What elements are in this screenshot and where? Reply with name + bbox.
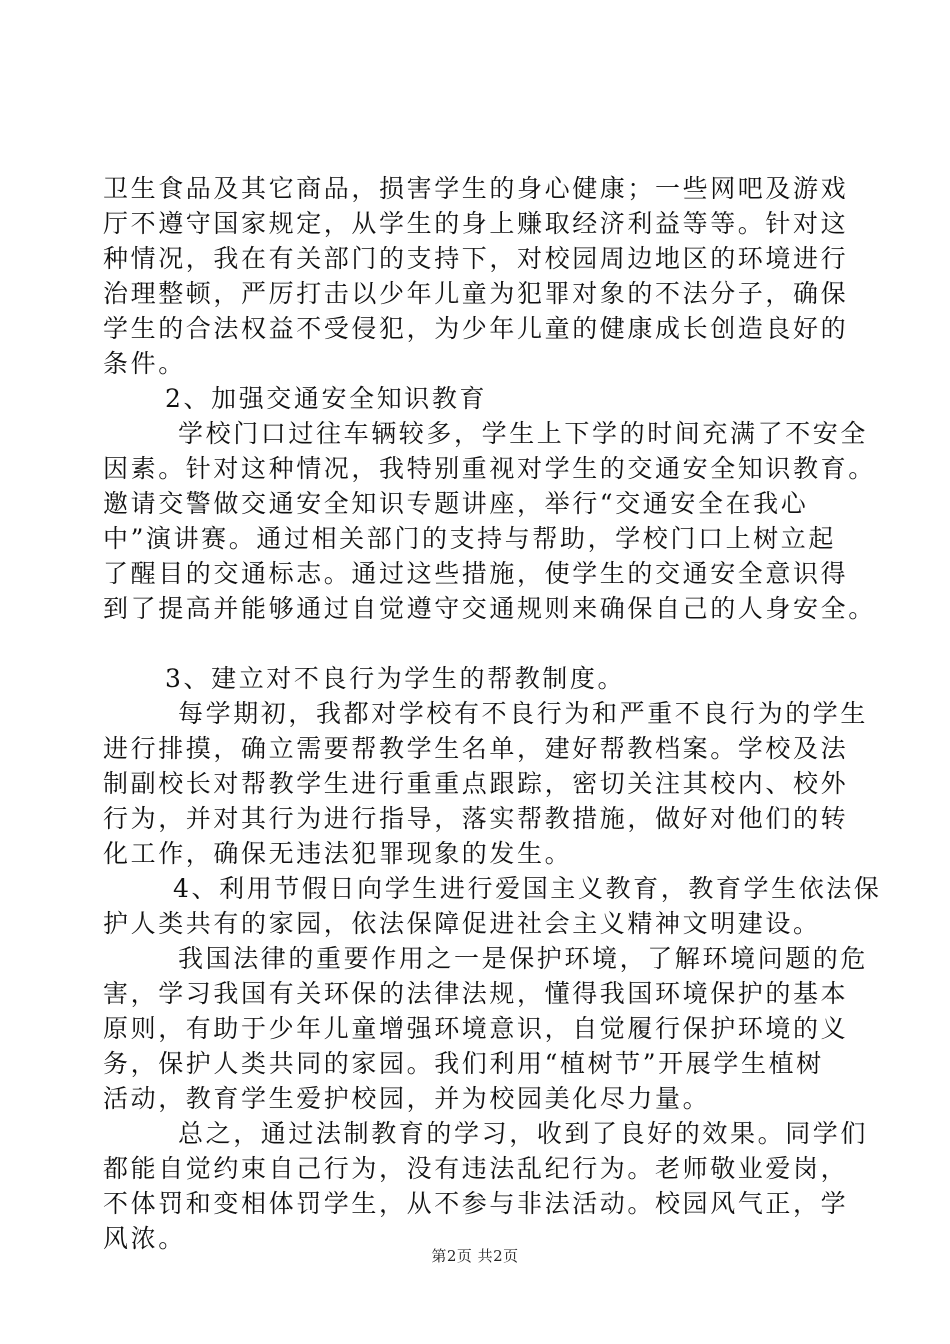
text-line: 厅不遵守国家规定，从学生的身上赚取经济利益等等。针对这 (103, 209, 849, 238)
text-line: 卫生食品及其它商品，损害学生的身心健康；一些网吧及游戏 (103, 174, 849, 203)
text-line: 护人类共有的家园，依法保障促进社会主义精神文明建设。 (103, 909, 821, 938)
text-line: 进行排摸，确立需要帮教学生名单，建好帮教档案。学校及法 (103, 734, 849, 763)
text-line: 治理整顿，严厉打击以少年儿童为犯罪对象的不法分子，确保 (103, 279, 849, 308)
text-line: 化工作，确保无违法犯罪现象的发生。 (103, 839, 573, 868)
text-line: 种情况，我在有关部门的支持下，对校园周边地区的环境进行 (103, 244, 849, 273)
text-line: 学校门口过往车辆较多，学生上下学的时间充满了不安全 (178, 419, 869, 448)
document-body (103, 171, 882, 1256)
text-line: 中”演讲赛。通过相关部门的支持与帮助，学校门口上树立起 (103, 524, 836, 553)
paragraph-gap (103, 626, 863, 661)
text-line: 学生的合法权益不受侵犯，为少年儿童的健康成长创造良好的 (103, 314, 849, 343)
text-line: 到了提高并能够通过自觉遵守交通规则来确保自己的人身安全。 (103, 594, 876, 623)
text-line: 都能自觉约束自己行为，没有违法乱纪行为。老师敬业爱岗， (103, 1154, 849, 1183)
page-footer: 第2页 共2页 (431, 1247, 519, 1265)
text-line: 总之，通过法制教育的学习，收到了良好的效果。同学们 (178, 1119, 869, 1148)
section-heading: 4、利用节假日向学生进行爱国主义教育，教育学生依法保 (173, 874, 882, 903)
text-line: 了醒目的交通标志。通过这些措施，使学生的交通安全意识得 (103, 559, 849, 588)
section-heading: 2、加强交通安全知识教育 (165, 384, 488, 413)
text-line: 条件。 (103, 349, 186, 378)
text-line: 风浓。 (103, 1224, 186, 1253)
text-line: 制副校长对帮教学生进行重重点跟踪，密切关注其校内、校外 (103, 769, 849, 798)
section-heading: 3、建立对不良行为学生的帮教制度。 (165, 664, 626, 693)
text-line: 我国法律的重要作用之一是保护环境，了解环境问题的危 (178, 944, 869, 973)
text-line: 活动，教育学生爱护校园，并为校园美化尽力量。 (103, 1084, 711, 1113)
text-line: 邀请交警做交通安全知识专题讲座，举行“交通安全在我心 (103, 489, 809, 518)
text-line: 不体罚和变相体罚学生，从不参与非法活动。校园风气正，学 (103, 1189, 849, 1218)
text-line: 务，保护人类共同的家园。我们利用“植树节”开展学生植树 (103, 1049, 824, 1078)
text-line: 行为，并对其行为进行指导，落实帮教措施，做好对他们的转 (103, 804, 849, 833)
text-line: 因素。针对这种情况，我特别重视对学生的交通安全知识教育。 (103, 454, 876, 483)
text-line: 害，学习我国有关环保的法律法规，懂得我国环境保护的基本 (103, 979, 849, 1008)
text-line: 原则，有助于少年儿童增强环境意识，自觉履行保护环境的义 (103, 1014, 849, 1043)
text-line: 每学期初，我都对学校有不良行为和严重不良行为的学生 (178, 699, 869, 728)
